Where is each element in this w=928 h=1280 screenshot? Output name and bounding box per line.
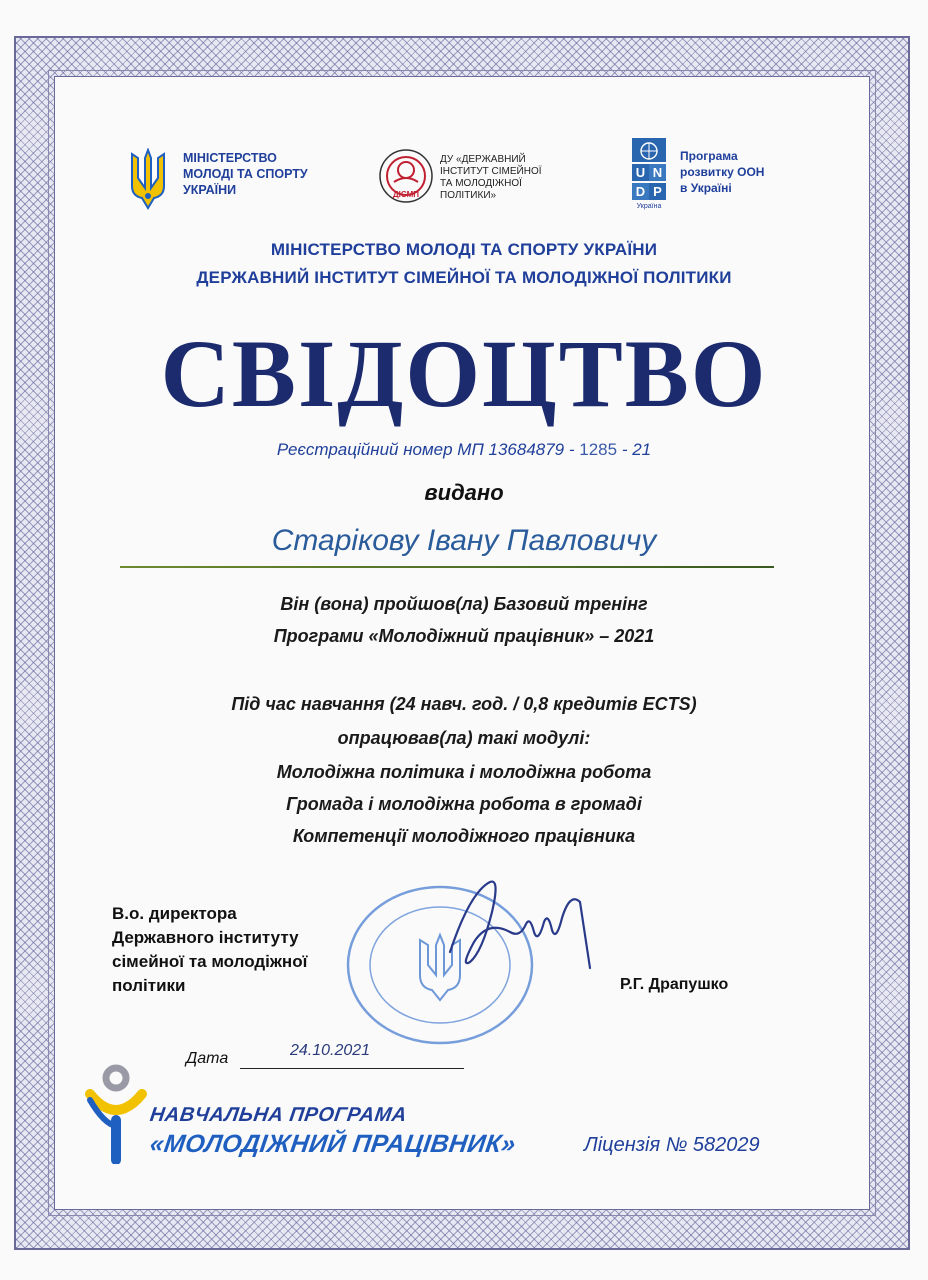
undp-logo-line: Програма — [680, 149, 738, 163]
undp-logo-line: в Україні — [680, 181, 732, 195]
program-name-line: НАВЧАЛЬНА ПРОГРАМА — [148, 1104, 409, 1126]
certificate-title: СВІДОЦТВО — [160, 320, 768, 427]
registration-number — [0, 440, 928, 460]
ministry-logo-line: МІНІСТЕРСТВО — [183, 151, 277, 165]
license-number: Ліцензія № 582029 — [584, 1134, 760, 1156]
undp-country: Україна — [636, 203, 662, 210]
signatory-position-line: В.о. директора — [112, 904, 237, 923]
ministry-logo-line: МОЛОДІ ТА СПОРТУ — [183, 167, 308, 181]
institute-heading: ДЕРЖАВНИЙ ІНСТИТУТ СІМЕЙНОЇ ТА МОЛОДІЖНОЇ ПОЛІТИКИ — [196, 268, 732, 287]
institute-seal-abbr: ДІСМП — [392, 190, 419, 199]
registration-label: Реєстраційний номер МП 13684879 - — [276, 440, 575, 459]
body-line: Він (вона) пройшов(ла) Базовий тренінг — [280, 594, 648, 614]
signatory-name: Р.Г. Драпушко — [620, 976, 729, 993]
undp-logo-line: розвитку ООН — [680, 165, 765, 179]
undp-letter: N — [649, 164, 666, 181]
signatory-position — [112, 902, 307, 998]
date-value: 24.10.2021 — [290, 1042, 371, 1059]
signature-icon — [430, 872, 610, 987]
module-item: Компетенції молодіжного працівника — [292, 826, 636, 846]
date-underline — [240, 1068, 464, 1069]
undp-logo — [632, 138, 666, 210]
recipient-underline — [120, 566, 774, 568]
institute-logo-line: ПОЛІТИКИ» — [440, 190, 497, 201]
registration-suffix: - 21 — [621, 440, 652, 459]
issued-label: видано — [424, 480, 504, 505]
institute-seal-icon — [378, 148, 434, 209]
institute-logo-line: ДУ «ДЕРЖАВНИЙ — [440, 154, 526, 165]
body-line: Під час навчання (24 навч. год. / 0,8 кредитів ECTS) — [231, 694, 697, 714]
signatory-position-line: політики — [112, 976, 186, 995]
signatory-position-line: Державного інституту — [112, 928, 299, 947]
registration-value: 1285 — [579, 440, 618, 459]
recipient-name: Старікову Івану Павловичу — [271, 524, 657, 557]
undp-letter: U — [632, 164, 649, 181]
un-emblem-icon — [632, 138, 666, 162]
program-name-line: «МОЛОДІЖНИЙ ПРАЦІВНИК» — [148, 1130, 518, 1158]
institute-logo-text — [440, 154, 542, 202]
undp-letter: P — [649, 183, 666, 200]
undp-logo-text — [680, 148, 764, 196]
youth-worker-logo-icon — [84, 1064, 148, 1169]
body-line: Програми «Молодіжний працівник» – 2021 — [273, 626, 655, 646]
undp-letter: D — [632, 183, 649, 200]
body-line: опрацював(ла) такі модулі: — [337, 728, 591, 748]
module-item: Молодіжна політика і молодіжна робота — [276, 762, 652, 782]
institute-logo-line: ТА МОЛОДІЖНОЇ — [440, 178, 522, 189]
module-item: Громада і молодіжна робота в громаді — [286, 794, 642, 814]
date-label: Дата — [186, 1050, 229, 1067]
ministry-logo-text — [183, 150, 308, 198]
trident-icon — [128, 148, 168, 215]
institute-logo-line: ІНСТИТУТ СІМЕЙНОЇ — [440, 166, 542, 177]
ministry-heading: МІНІСТЕРСТВО МОЛОДІ ТА СПОРТУ УКРАЇНИ — [270, 240, 658, 259]
ministry-logo-line: УКРАЇНИ — [183, 183, 237, 197]
signatory-position-line: сімейної та молодіжної — [112, 952, 308, 971]
